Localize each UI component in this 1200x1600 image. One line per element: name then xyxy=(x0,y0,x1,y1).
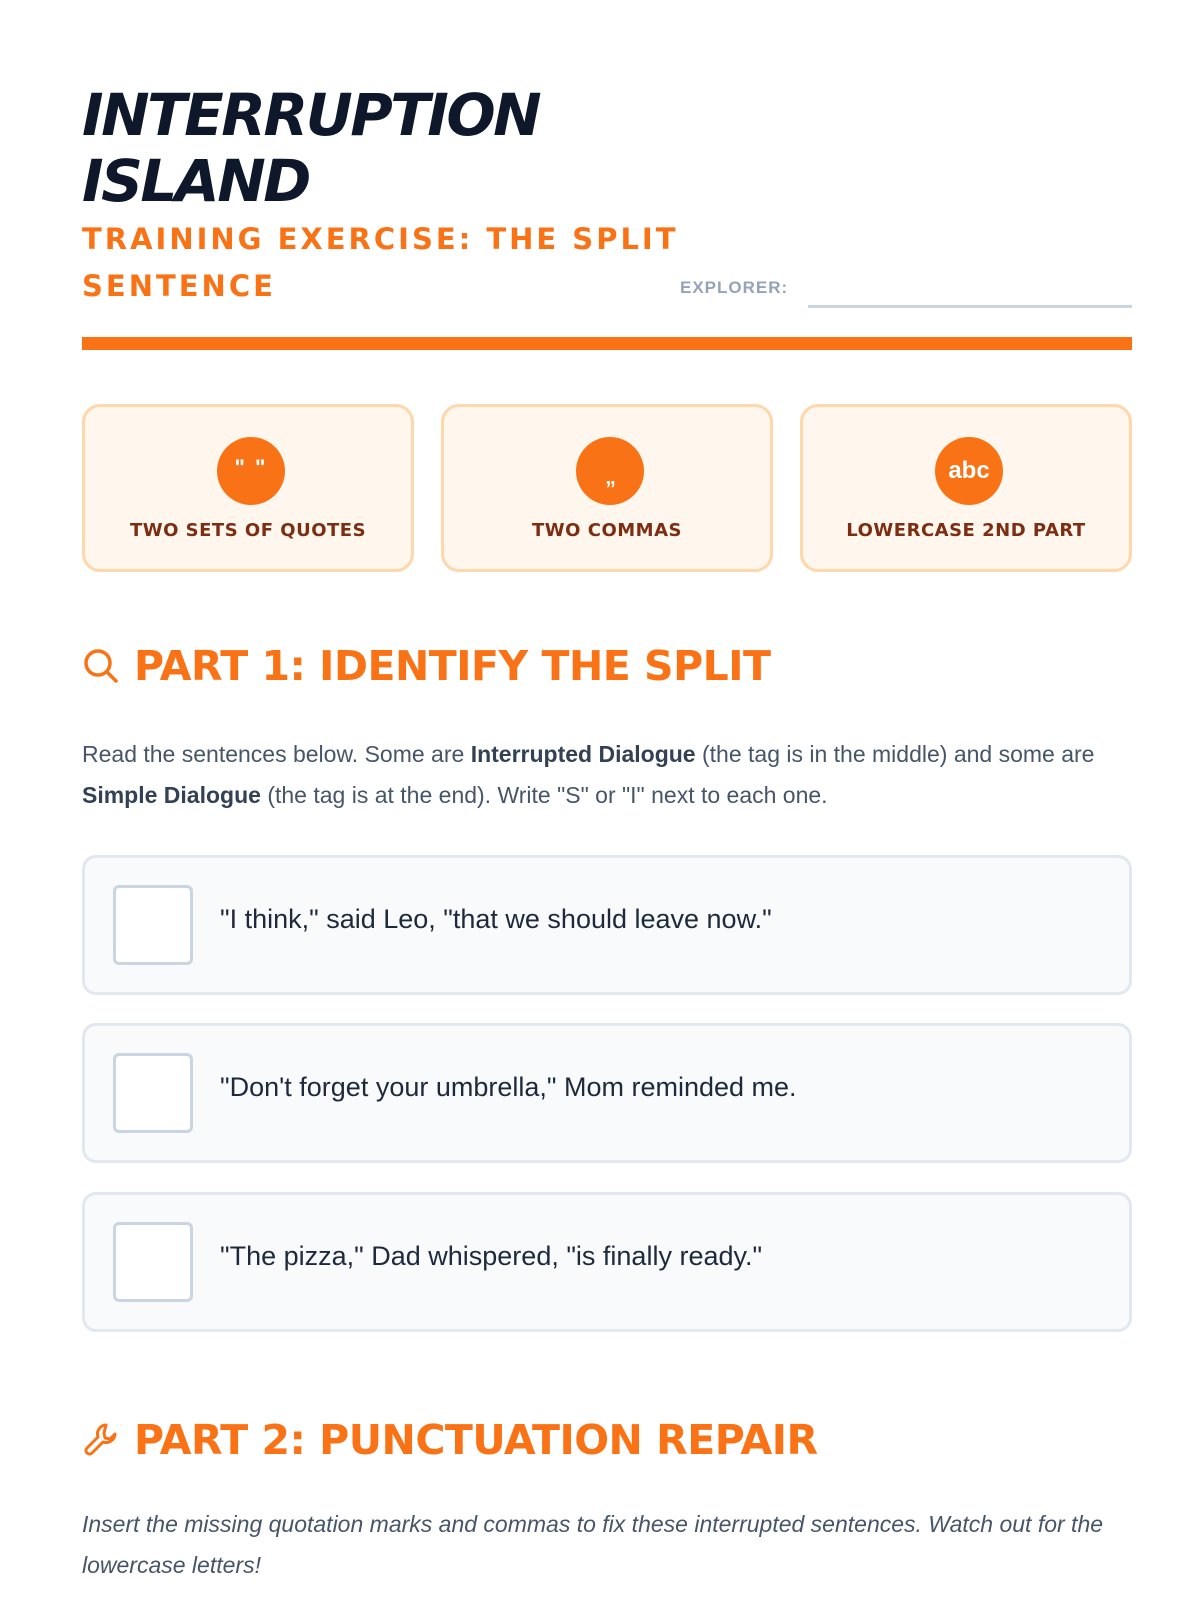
instr-text-2: (the tag is in the middle) and some are xyxy=(695,741,1095,767)
search-icon xyxy=(82,647,120,685)
answer-box[interactable] xyxy=(113,885,193,965)
answer-box[interactable] xyxy=(113,1222,193,1302)
instr-bold-simple: Simple Dialogue xyxy=(82,782,261,808)
explorer-label: EXPLORER: xyxy=(680,278,789,297)
answer-box[interactable] xyxy=(113,1053,193,1133)
title-line-1: INTERRUPTION xyxy=(82,81,540,149)
rule-card-label: LOWERCASE 2ND PART xyxy=(846,520,1086,541)
part2-title: PART 2: PUNCTUATION REPAIR xyxy=(134,1416,818,1464)
quotes-icon: " " xyxy=(217,437,285,505)
instr-bold-interrupted: Interrupted Dialogue xyxy=(470,741,696,767)
instr-text-1: Read the sentences below. Some are xyxy=(82,741,471,767)
part2-heading xyxy=(82,1412,818,1468)
rule-card-label: TWO COMMAS xyxy=(532,520,682,541)
wrench-icon xyxy=(82,1421,120,1459)
abc-icon: abc xyxy=(935,437,1003,505)
rule-cards xyxy=(82,404,1132,572)
rule-card-quotes xyxy=(82,404,414,572)
list-item xyxy=(82,1023,1132,1163)
title-line-2: ISLAND xyxy=(82,147,309,215)
list-item xyxy=(82,1192,1132,1332)
comma-icon: ,, xyxy=(576,437,644,505)
subtitle-line-1: TRAINING EXERCISE: THE SPLIT xyxy=(82,222,679,256)
page-title xyxy=(82,82,642,214)
page-subtitle xyxy=(82,216,682,310)
subtitle-line-2: SENTENCE xyxy=(82,269,276,303)
part1-heading xyxy=(82,638,770,694)
rule-card-commas xyxy=(441,404,773,572)
instr-text-3: (the tag is at the end). Write "S" or "I" next to each one. xyxy=(260,782,828,808)
part1-title: PART 1: IDENTIFY THE SPLIT xyxy=(134,642,771,690)
explorer-name-field[interactable] xyxy=(808,305,1132,308)
part1-instructions xyxy=(82,734,1132,816)
sentence-text: "The pizza," Dad whispered, "is finally ready." xyxy=(220,1241,763,1271)
header-divider xyxy=(82,337,1132,350)
part2-instructions: Insert the missing quotation marks and commas to fix these interrupted sentences. Watch out for the lowercase letters! xyxy=(82,1511,1104,1578)
list-item xyxy=(82,855,1132,995)
sentence-text: "Don't forget your umbrella," Mom reminded me. xyxy=(220,1072,797,1102)
sentence-text: "I think," said Leo, "that we should leave now." xyxy=(220,904,772,934)
worksheet-page xyxy=(82,0,1132,1600)
rule-card-label: TWO SETS OF QUOTES xyxy=(129,520,367,541)
rule-card-lowercase xyxy=(800,404,1132,572)
